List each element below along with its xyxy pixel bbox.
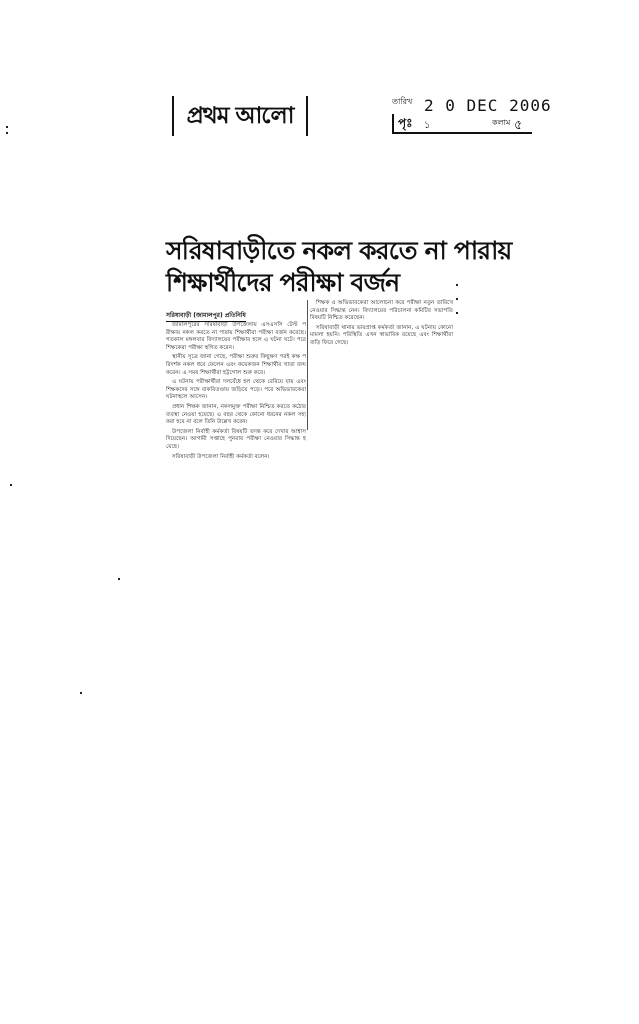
scan-speck <box>456 298 458 300</box>
date-label: তারিখ <box>392 97 413 106</box>
scan-speck <box>6 126 8 128</box>
paragraph: প্রধান শিক্ষক জানান, নকলমুক্ত পরীক্ষা নিশ্চিত করতে কঠোর ব্যবস্থা নেওয়া হয়েছে। এ বছর থেকে কোনো ধরনের নকল সহ্য করা হবে না বলে তিনি উল্লেখ করেন। <box>166 403 306 426</box>
paragraph: সরিষাবাড়ী থানার ভারপ্রাপ্ত কর্মকর্তা জানান, এ ঘটনায় কোনো মামলা হয়নি। পরিস্থিতি এখন স্বাভাবিক রয়েছে এবং শিক্ষার্থীরা বাড়ি ফিরে গেছে। <box>310 324 453 346</box>
headline-line-2: শিক্ষার্থীদের পরীক্ষা বর্জন <box>166 268 400 297</box>
scan-speck <box>456 284 458 286</box>
date-stamp: 2 0 DEC 2006 <box>424 96 552 115</box>
paragraph: সরিষাবাড়ী উপজেলা নির্বাহী কর্মকর্তা বলেন। <box>172 453 270 460</box>
headline-line-1: সরিষাবাড়ীতে নকল করতে না পারায় <box>166 236 512 265</box>
scan-speck <box>118 578 120 580</box>
masthead-title: প্রথম আলো <box>186 101 294 129</box>
article-column-1 <box>166 322 306 463</box>
scan-speck <box>10 484 12 486</box>
column-label: কলাম <box>492 118 511 127</box>
paragraph: উপজেলা নির্বাহী কর্মকর্তা বিষয়টি তদন্ত করে দেখার আশ্বাস দিয়েছেন। আগামী সপ্তাহে পুনরায় পরীক্ষা নেওয়ার সিদ্ধান্ত হয়েছে। <box>166 428 306 450</box>
article-column-2 <box>310 300 453 350</box>
scan-speck <box>456 312 458 314</box>
page-column-bar <box>392 114 532 134</box>
byline: সরিষাবাড়ী (জামালপুর) প্রতিনিধি <box>166 310 246 322</box>
page-number: ১ <box>424 120 431 131</box>
masthead-box <box>172 96 308 136</box>
scan-speck <box>6 132 8 134</box>
paragraph: এ ঘটনায় পরীক্ষার্থীরা দলবেঁধে হল থেকে বেরিয়ে যায় এবং শিক্ষকদের সঙ্গে বাকবিতণ্ডায় জড়িয়ে পড়ে। পরে অভিভাবকেরা ঘটনাস্থলে আসেন। <box>166 379 306 401</box>
column-number: ৫ <box>514 118 523 133</box>
date-stamp-box <box>392 96 552 136</box>
page-label: পৃঃ <box>398 116 413 130</box>
article-headline <box>166 235 512 299</box>
column-divider <box>307 300 308 430</box>
paragraph: জামালপুরের সরিষাবাড়ী উপজেলায় এসএসসি টেস্ট পরীক্ষায় নকল করতে না পারায় শিক্ষার্থীরা পরীক্ষা বর্জন করেছে। গতকাল মঙ্গলবার বিদ্যালয়ের পরীক্ষার হলে এ ঘটনা ঘটে। পরে শিক্ষকেরা পরীক্ষা স্থগিত করেন। <box>166 322 306 351</box>
paragraph: শিক্ষক ও অভিভাবকেরা আলোচনা করে পরীক্ষা নতুন তারিখে নেওয়ার সিদ্ধান্ত নেন। বিদ্যালয়ের পরিচালনা কমিটির সভাপতি বিষয়টি নিশ্চিত করেছেন। <box>310 300 453 322</box>
scan-speck <box>80 692 82 694</box>
paragraph: স্থানীয় সূত্রে জানা গেছে, পরীক্ষা শুরুর কিছুক্ষণ পরই কক্ষ পরিদর্শক নকল ধরে ফেলেন এবং কয়েকজন শিক্ষার্থীর খাতা জব্দ করেন। এ সময় শিক্ষার্থীরা হট্টগোল শুরু করে। <box>166 354 306 376</box>
